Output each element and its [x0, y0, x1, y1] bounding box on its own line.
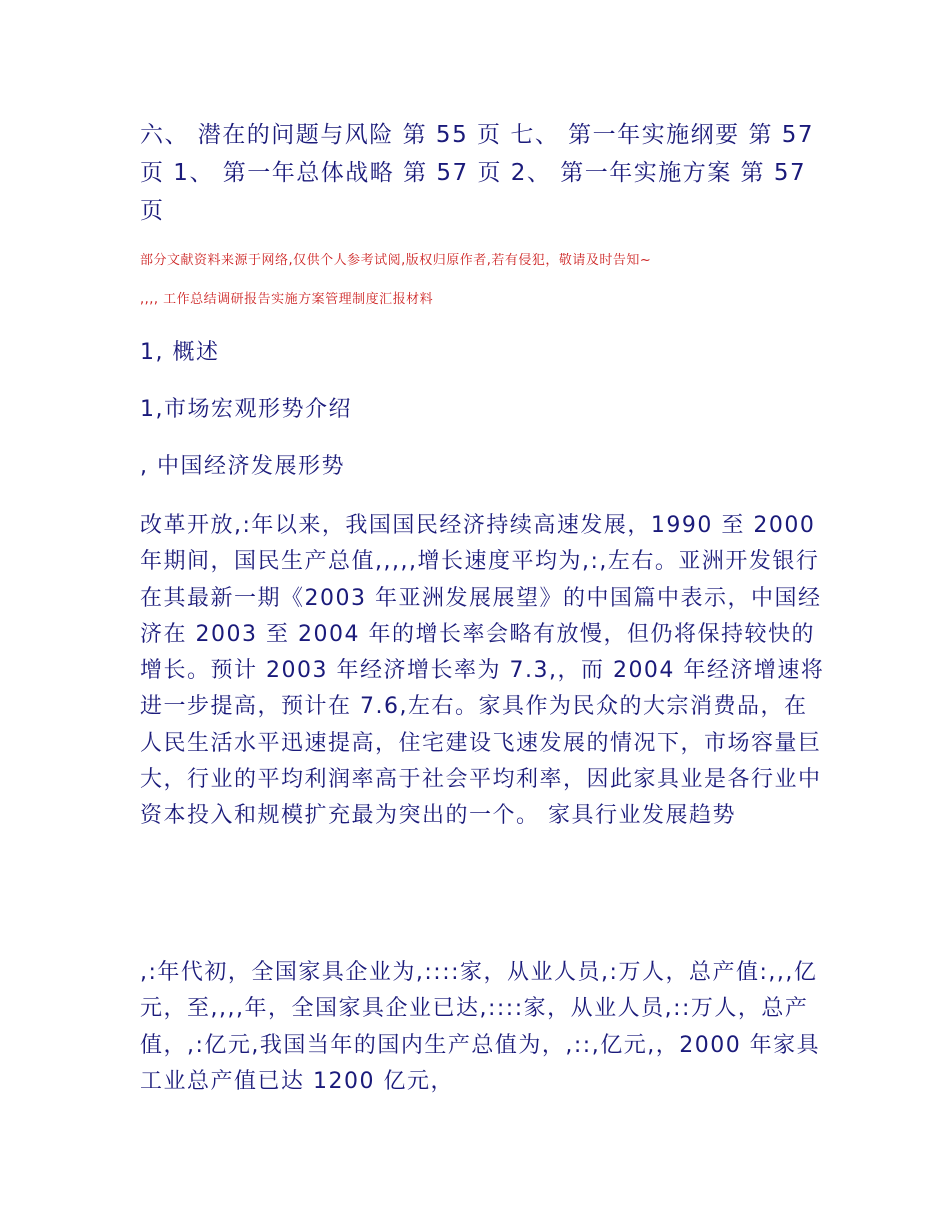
section-heading-overview: 1, 概述	[140, 340, 220, 365]
body-paragraph: ,:年代初，全国家具企业为,::::家，从业人员,:万人，总产值:,,,亿元，至,,,,年，全国家具企业已达,::::家，从业人员,::万人，总产值，,:亿元,我国当年的国内生产总值为，,::,亿元,，2000 年家具工业总产值已达 1200 亿元，	[140, 960, 821, 1094]
section-heading-market: 1,市场宏观形势介绍	[140, 397, 352, 422]
copyright-notice: 部分文献资料来源于网络,仅供个人参考试阅,版权归原作者,若有侵犯，敬请及时告知~	[140, 253, 652, 268]
document-category-note: ,,,, 工作总结调研报告实施方案管理制度汇报材料	[140, 292, 434, 307]
table-of-contents-text: 六、 潜在的问题与风险 第 55 页 七、 第一年实施纲要 第 57 页 1、 第一年总体战略 第 57 页 2、 第一年实施方案 第 57 页	[140, 122, 815, 224]
body-paragraph: 改革开放,:年以来，我国国民经济持续高速发展，1990 至 2000 年期间，国民生产总值,,,,,增长速度平均为,:,左右。亚洲开发银行在其最新一期《2003 年亚洲发展展望》的中国篇中表示，中国经济在 2003 至 2004 年的增长率会略有放慢，但仍将保持较快的增长。预计 2003 年经济增长率为 7.3,，而 2004 年经济增速将进一步提高，预计在 7.6,左右。家具作为民众的大宗消费品，在人民生活水平迅速提高，住宅建设飞速发展的情况下，市场容量巨大，行业的平均利润率高于社会平均利率，因此家具业是各行业中资本投入和规模扩充最为突出的一个。 家具行业发展趋势	[140, 513, 825, 829]
section-heading-economy: , 中国经济发展形势	[140, 454, 345, 479]
